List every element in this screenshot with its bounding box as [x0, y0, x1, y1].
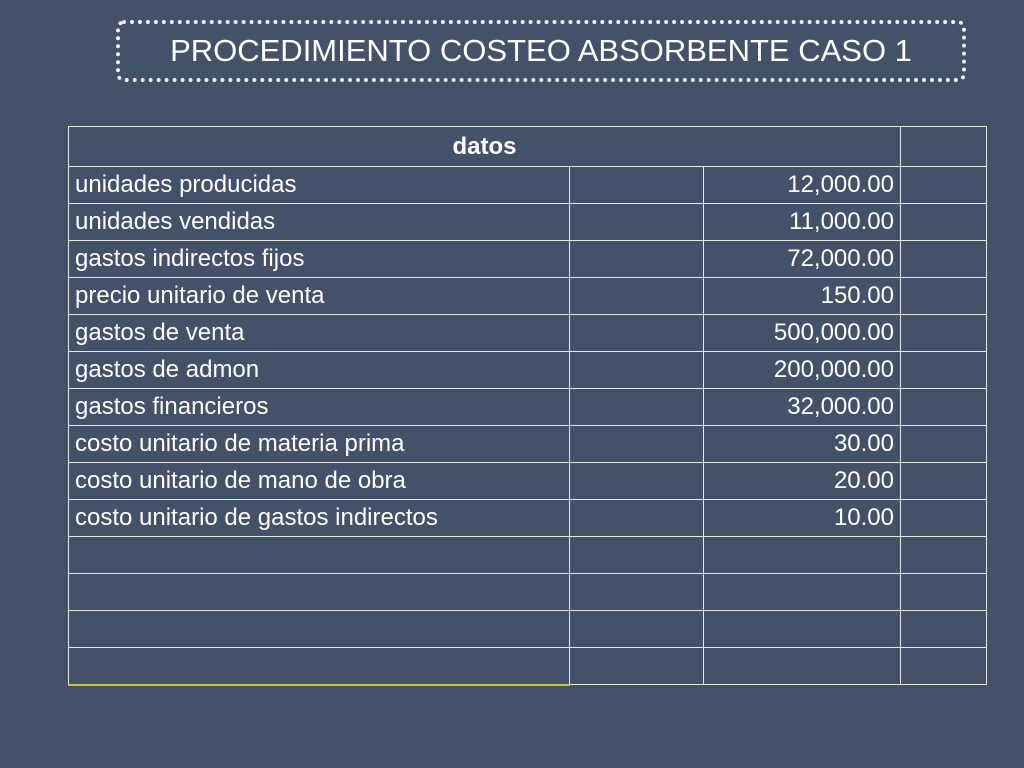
row-label: gastos de admon: [69, 352, 570, 389]
empty-cell: [570, 537, 704, 574]
empty-cell: [570, 500, 704, 537]
table-header: datos: [69, 127, 901, 167]
empty-cell: [901, 278, 987, 315]
empty-cell: [570, 611, 704, 648]
row-value: 11,000.00: [704, 204, 901, 241]
empty-cell: [69, 611, 570, 648]
row-label: precio unitario de venta: [69, 278, 570, 315]
table-row: [69, 500, 987, 537]
empty-cell: [570, 167, 704, 204]
row-label: costo unitario de gastos indirectos: [69, 500, 570, 537]
empty-cell: [901, 537, 987, 574]
empty-cell: [901, 463, 987, 500]
row-label: costo unitario de materia prima: [69, 426, 570, 463]
empty-cell: [570, 204, 704, 241]
table-header-row: [69, 127, 987, 167]
row-value: 72,000.00: [704, 241, 901, 278]
row-label: unidades producidas: [69, 167, 570, 204]
empty-cell: [901, 648, 987, 685]
empty-cell: [901, 241, 987, 278]
data-table: [68, 126, 987, 686]
empty-row: [69, 574, 987, 611]
empty-cell: [704, 574, 901, 611]
row-value: 20.00: [704, 463, 901, 500]
table-row: [69, 389, 987, 426]
row-value: 200,000.00: [704, 352, 901, 389]
table-row: [69, 167, 987, 204]
table-row: [69, 241, 987, 278]
empty-cell: [901, 574, 987, 611]
empty-cell: [901, 315, 987, 352]
empty-cell: [570, 315, 704, 352]
empty-cell: [69, 574, 570, 611]
empty-cell: [570, 648, 704, 685]
empty-cell: [570, 574, 704, 611]
empty-row: [69, 537, 987, 574]
empty-cell: [901, 426, 987, 463]
empty-cell: [69, 537, 570, 574]
empty-cell: [570, 426, 704, 463]
empty-row: [69, 648, 987, 685]
table-row: [69, 315, 987, 352]
row-value: 12,000.00: [704, 167, 901, 204]
table-row: [69, 463, 987, 500]
page-title: PROCEDIMIENTO COSTEO ABSORBENTE CASO 1: [170, 33, 912, 68]
row-value: 30.00: [704, 426, 901, 463]
title-frame: [116, 20, 966, 82]
table-row: [69, 426, 987, 463]
table-row: [69, 352, 987, 389]
empty-cell: [570, 278, 704, 315]
empty-row: [69, 611, 987, 648]
empty-cell: [901, 352, 987, 389]
row-value: 500,000.00: [704, 315, 901, 352]
row-label: costo unitario de mano de obra: [69, 463, 570, 500]
empty-cell: [901, 167, 987, 204]
empty-cell: [901, 204, 987, 241]
empty-cell: [570, 463, 704, 500]
empty-cell: [570, 241, 704, 278]
row-label: gastos financieros: [69, 389, 570, 426]
row-value: 32,000.00: [704, 389, 901, 426]
empty-cell: [901, 611, 987, 648]
empty-cell: [901, 500, 987, 537]
empty-cell: [901, 127, 987, 167]
row-value: 10.00: [704, 500, 901, 537]
row-value: 150.00: [704, 278, 901, 315]
table-row: [69, 278, 987, 315]
empty-cell: [704, 537, 901, 574]
empty-cell: [570, 389, 704, 426]
table-row: [69, 204, 987, 241]
empty-cell: [704, 648, 901, 685]
empty-cell: [69, 648, 570, 685]
row-label: gastos indirectos fijos: [69, 241, 570, 278]
row-label: unidades vendidas: [69, 204, 570, 241]
empty-cell: [570, 352, 704, 389]
row-label: gastos de venta: [69, 315, 570, 352]
empty-cell: [704, 611, 901, 648]
empty-cell: [901, 389, 987, 426]
